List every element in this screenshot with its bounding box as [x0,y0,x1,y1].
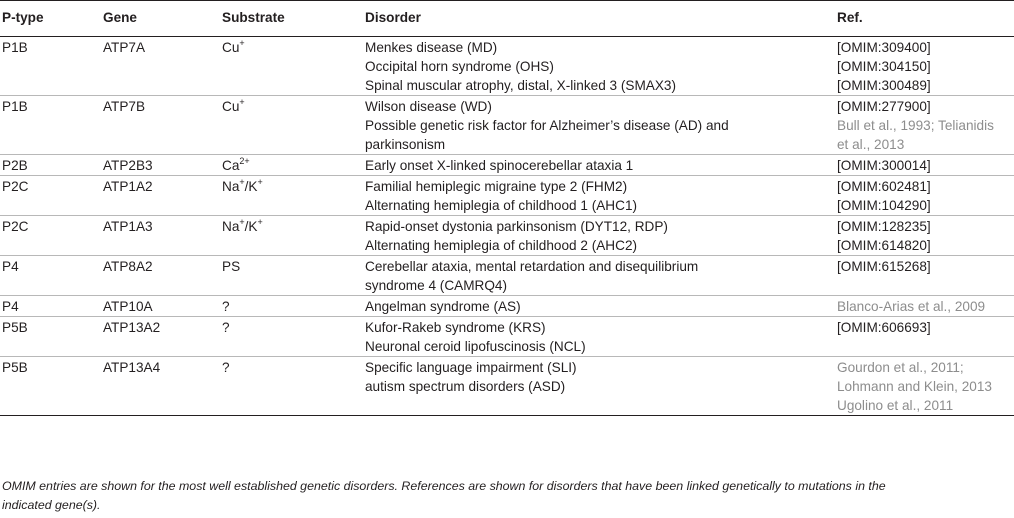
table-header [0,1,1014,37]
reference-line: et al., 2013 [837,137,905,152]
disorder-line: Menkes disease (MD) [365,40,498,55]
reference-line: [OMIM:300014] [837,158,931,173]
substrate-base: ? [222,320,230,335]
cell-ptype: P1B [2,99,28,114]
reference-line: [OMIM:304150] [837,59,931,74]
disorder-line: Alternating hemiplegia of childhood 1 (AHC1) [365,198,638,213]
reference-line: [OMIM:300489] [837,78,931,93]
cell-substrate [222,256,365,296]
reference-line: [OMIM:614820] [837,238,931,253]
disorder-line: autism spectrum disorders (ASD) [365,379,566,394]
disorder-line: Neuronal ceroid lipofuscinosis (NCL) [365,339,586,354]
cell-ref [837,155,1014,176]
cell-substrate [222,216,365,256]
disorder-line: Wilson disease (WD) [365,99,492,114]
header-gene: Gene [103,10,137,25]
substrate-base: Cu [222,40,240,55]
table-row [0,357,1014,416]
cell-ref [837,256,1014,296]
cell-ptype: P4 [2,299,19,314]
reference-line: [OMIM:615268] [837,259,931,274]
cell-substrate [222,155,365,176]
cell-disorder [365,296,837,317]
cell-ref [837,176,1014,216]
substrate-base: Cu [222,99,240,114]
cell-substrate [222,357,365,416]
cell-gene: ATP7B [103,99,146,114]
disorder-line: Cerebellar ataxia, mental retardation and disequilibrium [365,259,699,274]
reference-line: Gourdon et al., 2011; [837,360,964,375]
substrate-charge: 2+ [239,156,250,166]
reference-line: [OMIM:104290] [837,198,931,213]
reference-line: [OMIM:277900] [837,99,931,114]
header-substrate: Substrate [222,10,285,25]
cell-gene: ATP13A2 [103,320,161,335]
cell-ref [837,96,1014,155]
cell-substrate [222,96,365,155]
reference-line: Blanco-Arias et al., 2009 [837,299,986,314]
header-disorder: Disorder [365,10,421,25]
cell-ptype: P1B [2,40,28,55]
substrate-base: ? [222,360,230,375]
table-body [0,37,1014,416]
substrate-base: Na [222,179,240,194]
cell-gene: ATP1A2 [103,179,153,194]
disorder-line: Kufor-Rakeb syndrome (KRS) [365,320,546,335]
cell-disorder [365,155,837,176]
disorder-line: syndrome 4 (CAMRQ4) [365,278,508,293]
substrate-charge: + [239,217,245,227]
substrate-charge: + [257,217,263,227]
header-row [0,1,1014,37]
cell-gene: ATP8A2 [103,259,153,274]
substrate-base: ? [222,299,230,314]
substrate-charge: + [257,177,263,187]
cell-gene: ATP10A [103,299,153,314]
cell-gene: ATP7A [103,40,146,55]
cell-ref [837,37,1014,96]
disorder-line: Specific language impairment (SLI) [365,360,577,375]
reference-line: Ugolino et al., 2011 [837,398,954,413]
cell-disorder [365,96,837,155]
substrate-charge: + [239,177,245,187]
table-row [0,37,1014,96]
reference-line: [OMIM:128235] [837,219,931,234]
disorder-line: Angelman syndrome (AS) [365,299,521,314]
substrate-charge: + [239,38,245,48]
table-footnote [2,477,1012,515]
table-row [0,176,1014,216]
substrate-charge: + [239,97,245,107]
table-row [0,256,1014,296]
table-row [0,216,1014,256]
cell-disorder [365,176,837,216]
cell-disorder [365,357,837,416]
reference-line: [OMIM:602481] [837,179,931,194]
cell-ptype: P2C [2,219,29,234]
disorder-line: Rapid-onset dystonia parkinsonism (DYT12, RDP) [365,219,668,234]
cell-ref [837,296,1014,317]
header-ref: Ref. [837,10,863,25]
substrate-second-ion: /K [244,219,258,234]
cell-ptype: P5B [2,360,28,375]
substrate-base: PS [222,259,241,274]
cell-gene: ATP2B3 [103,158,153,173]
reference-line: Lohmann and Klein, 2013 [837,379,992,394]
disorder-line: Possible genetic risk factor for Alzheimer’s disease (AD) and [365,118,729,133]
disorder-line: parkinsonism [365,137,446,152]
cell-gene: ATP13A4 [103,360,161,375]
cell-gene: ATP1A3 [103,219,153,234]
substrate-base: Na [222,219,240,234]
disorder-line: Occipital horn syndrome (OHS) [365,59,554,74]
cell-disorder [365,37,837,96]
header-ptype: P-type [2,10,44,25]
table-row [0,96,1014,155]
disorder-line: Early onset X-linked spinocerebellar ataxia 1 [365,158,634,173]
cell-ptype: P4 [2,259,19,274]
cell-substrate [222,176,365,216]
cell-ptype: P5B [2,320,28,335]
cell-disorder [365,216,837,256]
cell-substrate [222,37,365,96]
substrate-second-ion: /K [244,179,258,194]
cell-ref [837,216,1014,256]
table-row [0,296,1014,317]
reference-line: [OMIM:309400] [837,40,931,55]
disorder-line: Spinal muscular atrophy, distal, X-linked 3 (SMAX3) [365,78,677,93]
cell-disorder [365,256,837,296]
cell-disorder [365,317,837,357]
footnote-line-1: OMIM entries are shown for the most well established genetic disorders. References are shown for disorders that have been linked genetically to mutations in the [2,479,886,493]
reference-line: [OMIM:606693] [837,320,931,335]
substrate-base: Ca [222,158,240,173]
disorder-line: Familial hemiplegic migraine type 2 (FHM2) [365,179,628,194]
table-row [0,155,1014,176]
reference-line: Bull et al., 1993; Telianidis [837,118,994,133]
cell-ref [837,357,1014,416]
cell-ptype: P2B [2,158,28,173]
footnote-line-2: indicated gene(s). [2,498,101,512]
cell-ptype: P2C [2,179,29,194]
cell-substrate [222,296,365,317]
cell-ref [837,317,1014,357]
disorder-line: Alternating hemiplegia of childhood 2 (AHC2) [365,238,638,253]
table-row [0,317,1014,357]
cell-substrate [222,317,365,357]
